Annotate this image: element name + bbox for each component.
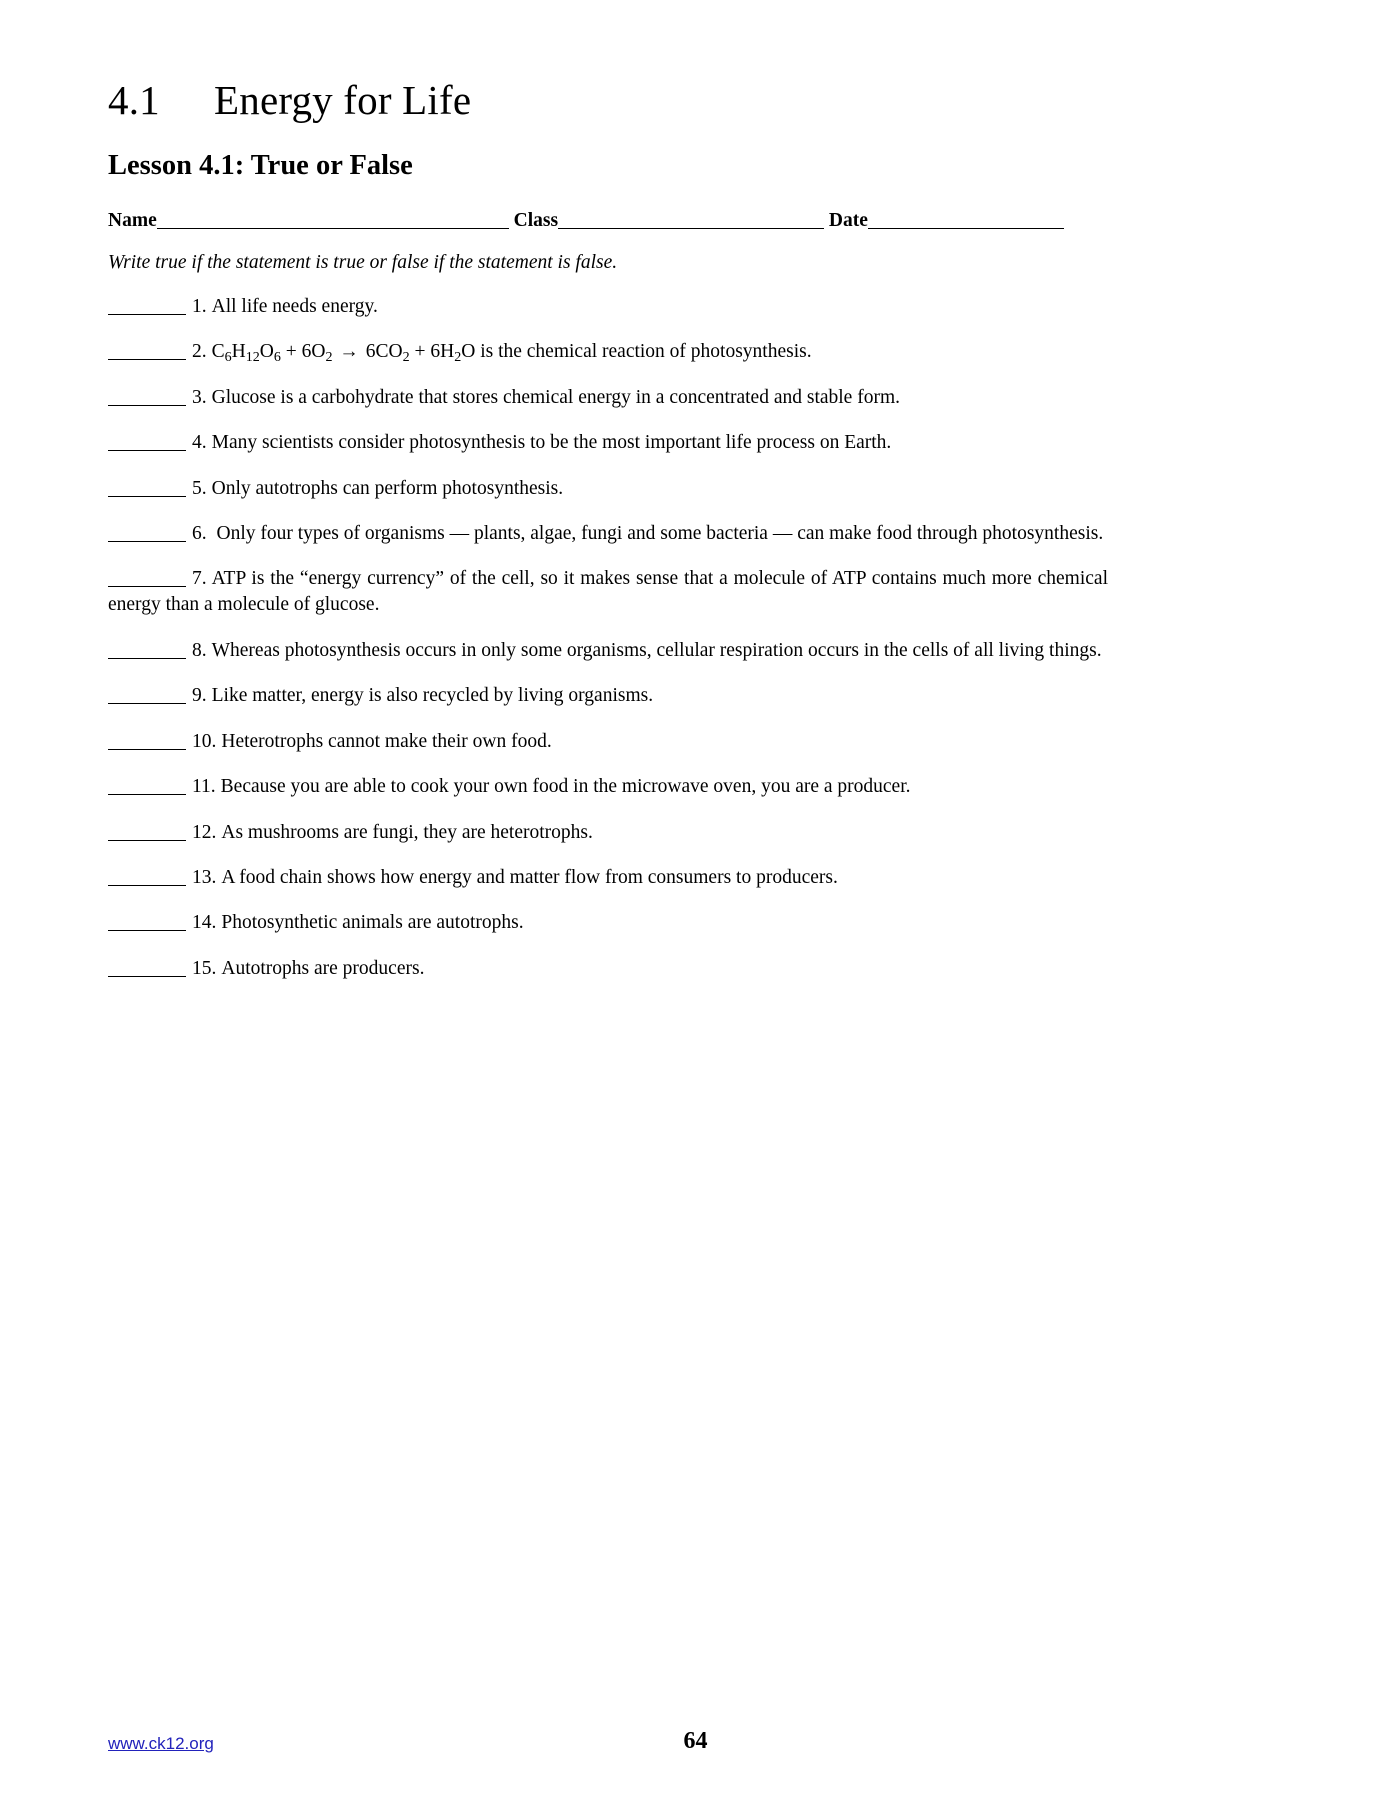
question-number: 3.	[192, 386, 207, 408]
question-number: 8.	[192, 639, 207, 661]
question-text: Autotrophs are producers.	[221, 957, 425, 979]
answer-blank[interactable]	[108, 930, 186, 931]
question-item	[108, 638, 1108, 664]
question-item	[108, 385, 1108, 411]
question-text: All life needs energy.	[211, 295, 378, 317]
question-number: 1.	[192, 295, 207, 317]
question-number: 7.	[192, 568, 207, 590]
question-text: Heterotrophs cannot make their own food.	[221, 730, 552, 752]
answer-blank[interactable]	[108, 541, 186, 542]
answer-blank[interactable]	[108, 703, 186, 704]
question-text: As mushrooms are fungi, they are heterotrophs.	[221, 821, 593, 843]
question-formula: $C_6H_{12}O_6 + 6O_2 \to 6CO_2 + 6H_2O$	[211, 341, 476, 366]
question-item	[108, 294, 1108, 320]
question-item	[108, 729, 1108, 755]
instruction-text: Write true if the statement is true or false if the statement is false.	[108, 252, 618, 274]
page-content	[108, 0, 1108, 1001]
question-text: Whereas photosynthesis occurs in only some organisms, cellular respiration occurs in the cells of all living things.	[211, 639, 1102, 661]
question-item	[108, 774, 1108, 800]
name-label: Name	[108, 209, 157, 231]
question-text: Photosynthetic animals are autotrophs.	[221, 912, 524, 934]
answer-blank[interactable]	[108, 405, 186, 406]
lesson-title: Lesson 4.1: True or False	[108, 149, 413, 181]
answer-blank[interactable]	[108, 658, 186, 659]
question-number: 6.	[192, 523, 207, 545]
question-text: Glucose is a carbohydrate that stores chemical energy in a concentrated and stable form.	[211, 386, 900, 408]
question-text: Because you are able to cook your own food in the microwave oven, you are a producer.	[220, 776, 911, 798]
question-text: Like matter, energy is also recycled by living organisms.	[211, 685, 654, 707]
ck12-url-link[interactable]: www.ck12.org	[108, 1734, 214, 1753]
answer-blank[interactable]	[108, 314, 186, 315]
question-number: 12.	[192, 821, 217, 843]
reaction-arrow: →	[339, 341, 359, 363]
question-item	[108, 956, 1108, 982]
question-number: 15.	[192, 957, 217, 979]
question-item	[108, 566, 1108, 618]
date-label: Date	[828, 209, 868, 231]
question-number: 11.	[192, 776, 216, 798]
question-item	[108, 430, 1108, 456]
question-number: 14.	[192, 912, 217, 934]
question-item	[108, 865, 1108, 891]
question-list	[108, 294, 1108, 982]
answer-blank[interactable]	[108, 586, 186, 587]
name-input-blank[interactable]	[157, 228, 509, 229]
question-text-tail: is the chemical reaction of photosynthesis.	[475, 341, 812, 363]
answer-blank[interactable]	[108, 749, 186, 750]
question-number: 2.	[192, 341, 207, 363]
question-item	[108, 683, 1108, 709]
chapter-title-text: Energy for Life	[214, 77, 472, 123]
question-item	[108, 339, 1108, 365]
name-class-date-line	[108, 209, 1108, 232]
question-text: ATP is the “energy currency” of the cell, so it makes sense that a molecule of ATP contains much more chemical energy than a molecule of glucose.	[108, 568, 1108, 616]
answer-blank[interactable]	[108, 885, 186, 886]
class-label: Class	[513, 209, 559, 231]
question-number: 13.	[192, 866, 217, 888]
question-item	[108, 521, 1108, 547]
question-number: 5.	[192, 477, 207, 499]
question-item	[108, 820, 1108, 846]
question-item	[108, 476, 1108, 502]
answer-blank[interactable]	[108, 840, 186, 841]
answer-blank[interactable]	[108, 794, 186, 795]
question-number: 10.	[192, 730, 217, 752]
question-number: 9.	[192, 685, 207, 707]
question-text: Only four types of organisms — plants, algae, fungi and some bacteria — can make food through photosynthesis.	[216, 523, 1104, 545]
question-number: 4.	[192, 432, 207, 454]
question-item	[108, 910, 1108, 936]
answer-blank[interactable]	[108, 976, 186, 977]
chapter-number: 4.1	[108, 77, 160, 123]
question-text: Many scientists consider photosynthesis to be the most important life process on Earth.	[211, 432, 892, 454]
question-text: A food chain shows how energy and matter flow from consumers to producers.	[221, 866, 838, 888]
page-title	[108, 0, 1108, 124]
page-footer	[108, 1728, 1283, 1762]
answer-blank[interactable]	[108, 359, 186, 360]
class-input-blank[interactable]	[558, 228, 824, 229]
answer-blank[interactable]	[108, 450, 186, 451]
question-text: Only autotrophs can perform photosynthesis.	[211, 477, 564, 499]
answer-blank[interactable]	[108, 496, 186, 497]
date-input-blank[interactable]	[868, 228, 1064, 229]
page-number: 64	[683, 1728, 708, 1754]
